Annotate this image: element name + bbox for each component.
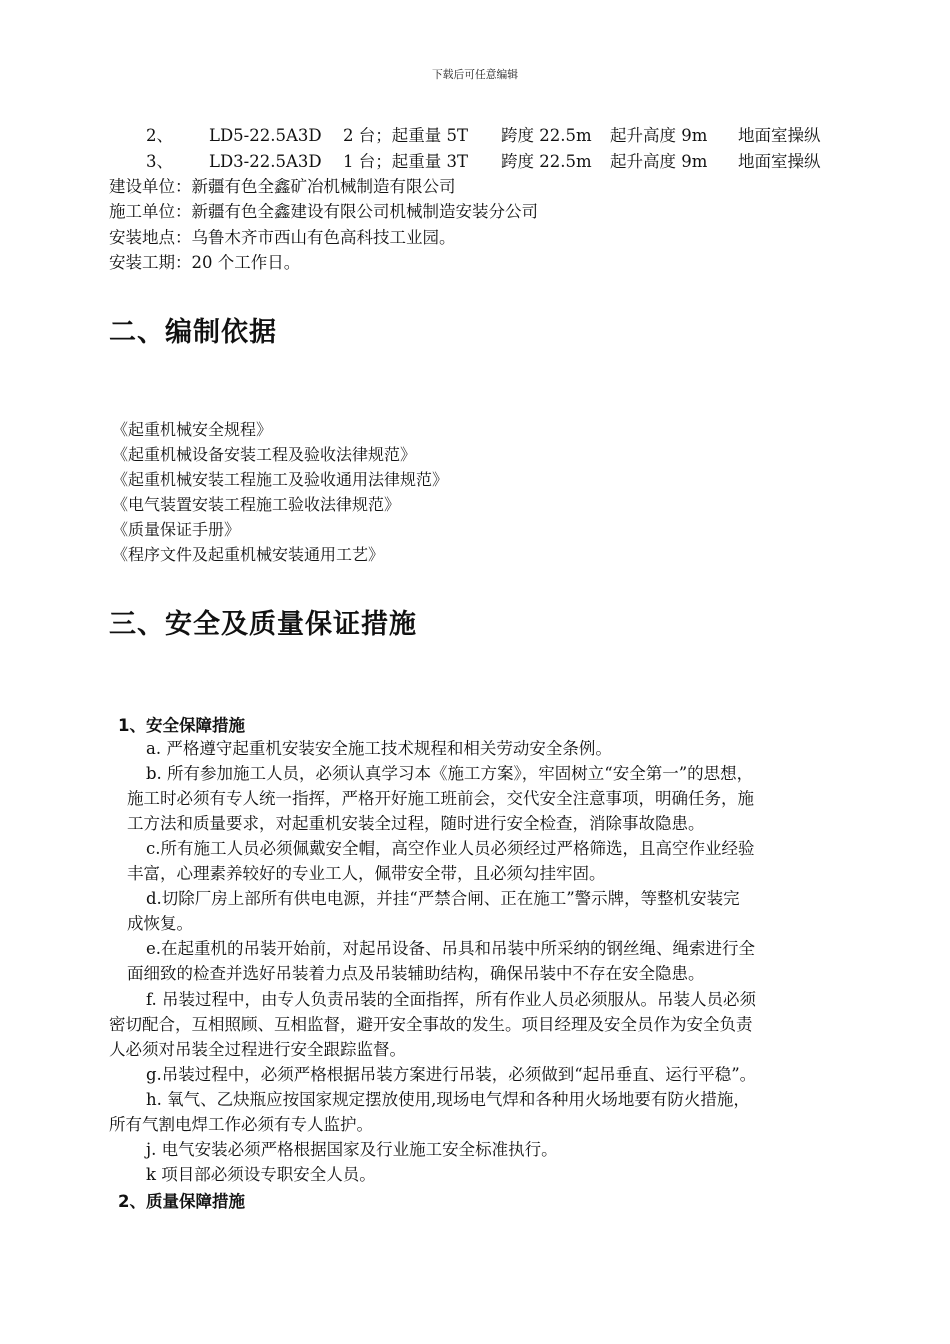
measure-line: 施工时必须有专人统一指挥，严格开好施工班前会，交代安全注意事项，明确任务，施 [127, 789, 754, 808]
measure-line: 工方法和质量要求，对起重机安装全过程，随时进行安全检查，消除事故隐患。 [127, 814, 705, 833]
measure-line: b. 所有参加施工人员，必须认真学习本《施工方案》，牢固树立“安全第一”的思想， [146, 764, 754, 783]
page-header: 下载后可任意编辑 [431, 68, 519, 81]
measure-line: g.吊装过程中，必须严格根据吊装方案进行吊装，必须做到“起吊垂直、运行平稳”。 [146, 1065, 757, 1084]
spec-height: 起升高度 9m [610, 152, 708, 171]
section-3-heading: 三、安全及质量保证措施 [109, 609, 417, 640]
reference-item: 《电气装置安装工程施工验收法律规范》 [112, 495, 401, 514]
spec-control: 地面室操纵 [738, 126, 821, 145]
measure-line: 密切配合，互相照顾、互相监督，避开安全事故的发生。项目经理及安全员作为安全负责 [109, 1015, 753, 1034]
info-contractor: 施工单位：新疆有色全鑫建设有限公司机械制造安装分公司 [109, 202, 538, 221]
measure-line: 面细致的检查并选好吊装着力点及吊装辅助结构，确保吊装中不存在安全隐患。 [127, 964, 705, 983]
reference-item: 《起重机械安装工程施工及验收通用法律规范》 [112, 470, 449, 489]
section-2-heading: 二、编制依据 [109, 317, 277, 348]
reference-item: 《质量保证手册》 [112, 520, 241, 539]
spec-quantity: 2 台；起重量 5T [343, 126, 468, 145]
reference-item: 《起重机械安全规程》 [112, 420, 273, 439]
measure-line: f. 吊装过程中，由专人负责吊装的全面指挥，所有作业人员必须服从。吊装人员必须 [146, 990, 757, 1009]
spec-number: 2、 [146, 126, 173, 145]
measure-line: 人必须对吊装全过程进行安全跟踪监督。 [109, 1040, 406, 1059]
measure-line: d.切除厂房上部所有供电电源，并挂“严禁合闸、正在施工”警示牌，等整机安装完 [146, 889, 740, 908]
spec-span: 跨度 22.5m [501, 126, 592, 145]
measure-line: a. 严格遵守起重机安装安全施工技术规程和相关劳动安全条例。 [146, 739, 612, 758]
info-location: 安装地点：乌鲁木齐市西山有色高科技工业园。 [109, 228, 456, 247]
subsection-safety-heading: 1、安全保障措施 [118, 716, 245, 735]
spec-model: LD3-22.5A3D [209, 152, 322, 171]
measure-line: e.在起重机的吊装开始前，对起吊设备、吊具和吊装中所采纳的钢丝绳、绳索进行全 [146, 939, 756, 958]
spec-quantity: 1 台；起重量 3T [343, 152, 468, 171]
spec-height: 起升高度 9m [610, 126, 708, 145]
info-duration: 安装工期：20 个工作日。 [109, 253, 301, 272]
measure-line: 所有气割电焊工作必须有专人监护。 [109, 1115, 373, 1134]
measure-line: c.所有施工人员必须佩戴安全帽，高空作业人员必须经过严格筛选，且高空作业经验 [146, 839, 755, 858]
spec-number: 3、 [146, 152, 173, 171]
spec-model: LD5-22.5A3D [209, 126, 322, 145]
measure-line: 成恢复。 [127, 914, 193, 933]
measure-line: 丰富，心理素养较好的专业工人，佩带安全带，且必须勾挂牢固。 [127, 864, 606, 883]
spec-control: 地面室操纵 [738, 152, 821, 171]
measure-line: k 项目部必须设专职安全人员。 [146, 1165, 376, 1184]
spec-span: 跨度 22.5m [501, 152, 592, 171]
reference-item: 《起重机械设备安装工程及验收法律规范》 [112, 445, 417, 464]
subsection-quality-heading: 2、质量保障措施 [118, 1192, 245, 1211]
measure-line: h. 氧气、乙炔瓶应按国家规定摆放使用,现场电气焊和各种用火场地要有防火措施， [146, 1090, 750, 1109]
info-builder: 建设单位：新疆有色全鑫矿冶机械制造有限公司 [109, 177, 456, 196]
reference-item: 《程序文件及起重机械安装通用工艺》 [112, 545, 385, 564]
measure-line: j. 电气安装必须严格根据国家及行业施工安全标准执行。 [146, 1140, 558, 1159]
